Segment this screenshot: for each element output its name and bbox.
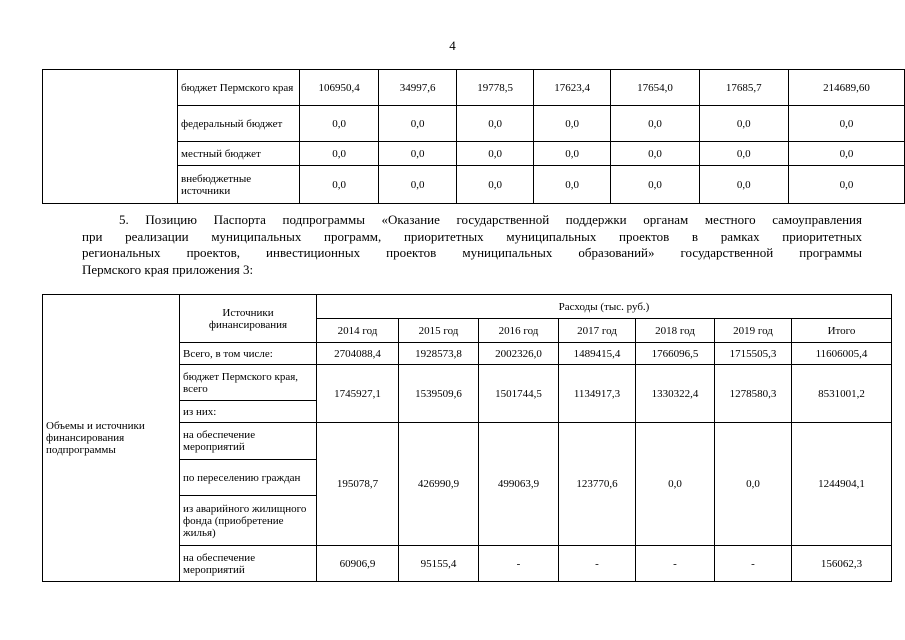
cell-value: 123770,6: [559, 423, 636, 546]
cell-value: -: [636, 546, 715, 582]
cell-value: 0,0: [788, 106, 904, 142]
section-label: Объемы и источники финансирования подпрограммы: [43, 295, 180, 582]
row-label: по переселению граждан: [180, 460, 317, 496]
cell-value: 0,0: [533, 142, 610, 166]
cell-value: 0,0: [300, 142, 379, 166]
year-header: 2018 год: [636, 319, 715, 343]
table-row: [43, 70, 905, 106]
cell-value: 0,0: [699, 142, 788, 166]
cell-value: 0,0: [378, 106, 456, 142]
cell-value: 17654,0: [611, 70, 699, 106]
cell-value: 0,0: [457, 106, 533, 142]
cell-value: 1501744,5: [479, 365, 559, 423]
row-label: местный бюджет: [178, 142, 300, 166]
year-header: 2015 год: [399, 319, 479, 343]
amendment-paragraph: [82, 212, 862, 278]
row-label: Всего, в том числе:: [180, 343, 317, 365]
cell-value: -: [715, 546, 792, 582]
cell-value: 0,0: [788, 142, 904, 166]
cell-value: 0,0: [533, 166, 610, 204]
cell-value: 195078,7: [317, 423, 399, 546]
cell-value: 34997,6: [378, 70, 456, 106]
funding-table-continued: [42, 69, 905, 204]
cell-value: 0,0: [699, 106, 788, 142]
cell-value: 1766096,5: [636, 343, 715, 365]
row-label: из них:: [180, 401, 317, 423]
year-header: 2014 год: [317, 319, 399, 343]
cell-value: 499063,9: [479, 423, 559, 546]
funding-table: [42, 294, 892, 582]
paragraph-line: при реализации муниципальных программ, приоритетных муниципальных проектов в рамках приоритетных: [82, 228, 862, 244]
page-number: 4: [449, 38, 456, 53]
cell-value: 156062,3: [792, 546, 892, 582]
expenses-header: Расходы (тыс. руб.): [317, 295, 892, 319]
year-header: 2017 год: [559, 319, 636, 343]
cell-value: 60906,9: [317, 546, 399, 582]
paragraph-line: Пермского края приложения 3:: [82, 261, 254, 277]
cell-value: 0,0: [715, 423, 792, 546]
cell-value: 17623,4: [533, 70, 610, 106]
sources-header: Источники финансирования: [180, 295, 317, 343]
cell-value: 17685,7: [699, 70, 788, 106]
cell-value: 1745927,1: [317, 365, 399, 423]
cell-value: 1489415,4: [559, 343, 636, 365]
cell-value: 8531001,2: [792, 365, 892, 423]
cell-value: 2704088,4: [317, 343, 399, 365]
row-label: на обеспечение мероприятий: [180, 423, 317, 460]
cell-value: 1244904,1: [792, 423, 892, 546]
cell-value: 0,0: [788, 166, 904, 204]
cell-value: 0,0: [699, 166, 788, 204]
cell-value: -: [479, 546, 559, 582]
row-label: на обеспечение мероприятий: [180, 546, 317, 582]
cell-value: 1715505,3: [715, 343, 792, 365]
cell-value: 0,0: [611, 106, 699, 142]
cell-value: 1928573,8: [399, 343, 479, 365]
cell-value: 426990,9: [399, 423, 479, 546]
empty-section-cell: [43, 70, 178, 204]
cell-value: 0,0: [300, 106, 379, 142]
cell-value: -: [559, 546, 636, 582]
cell-value: 106950,4: [300, 70, 379, 106]
year-header: 2019 год: [715, 319, 792, 343]
row-label: федеральный бюджет: [178, 106, 300, 142]
cell-value: 95155,4: [399, 546, 479, 582]
cell-value: 19778,5: [457, 70, 533, 106]
paragraph-line: 5. Позицию Паспорта подпрограммы «Оказание государственной поддержки органам местного самоуправления: [119, 212, 862, 227]
header-row: [43, 295, 892, 319]
cell-value: 2002326,0: [479, 343, 559, 365]
cell-value: 0,0: [378, 166, 456, 204]
cell-value: 1134917,3: [559, 365, 636, 423]
cell-value: 11606005,4: [792, 343, 892, 365]
cell-value: 1539509,6: [399, 365, 479, 423]
total-header: Итого: [792, 319, 892, 343]
cell-value: 0,0: [611, 166, 699, 204]
cell-value: 0,0: [533, 106, 610, 142]
row-label: внебюджетные источники: [178, 166, 300, 204]
cell-value: 0,0: [611, 142, 699, 166]
cell-value: 1278580,3: [715, 365, 792, 423]
row-label: бюджет Пермского края, всего: [180, 365, 317, 401]
cell-value: 0,0: [457, 166, 533, 204]
cell-value: 0,0: [636, 423, 715, 546]
paragraph-line: региональных проектов, инвестиционных проектов муниципальных образований» государственной программы: [82, 245, 862, 260]
row-label: бюджет Пермского края: [178, 70, 300, 106]
cell-value: 1330322,4: [636, 365, 715, 423]
row-label: из аварийного жилищного фонда (приобретение жилья): [180, 496, 317, 546]
cell-value: 0,0: [300, 166, 379, 204]
cell-value: 214689,60: [788, 70, 904, 106]
year-header: 2016 год: [479, 319, 559, 343]
cell-value: 0,0: [457, 142, 533, 166]
cell-value: 0,0: [378, 142, 456, 166]
